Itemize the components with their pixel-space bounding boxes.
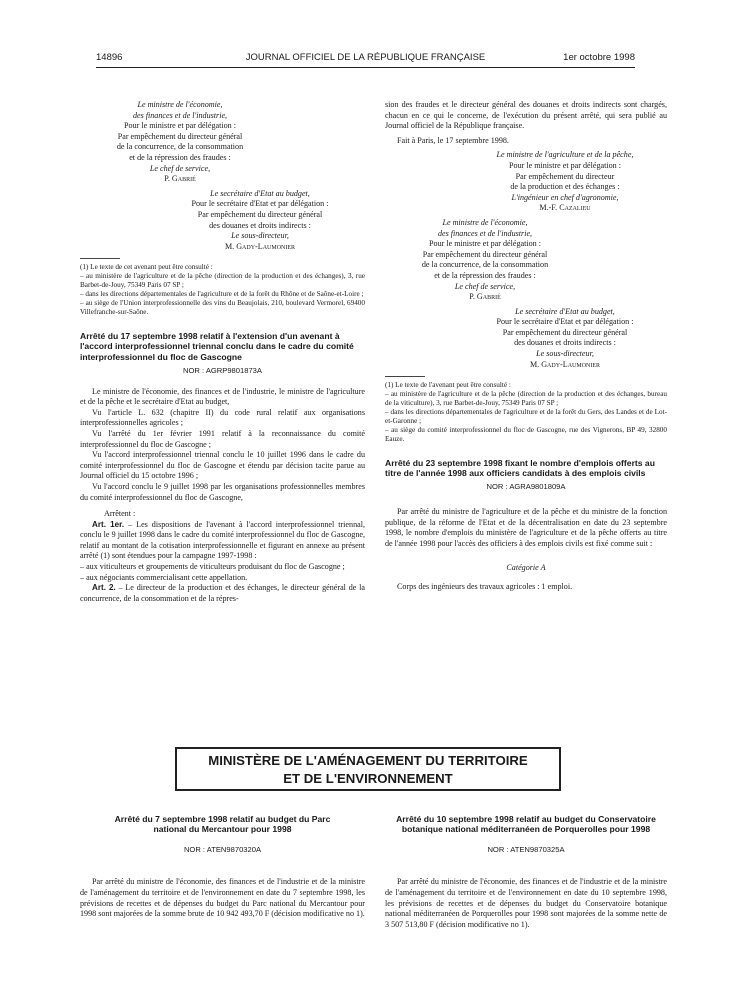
ministry-line: MINISTÈRE DE L'AMÉNAGEMENT DU TERRITOIRE	[208, 753, 528, 768]
left-column	[80, 100, 365, 604]
article-text: – Le directeur de la production et des échanges, le directeur général de la concurrence, de la consommation et de la répres-	[80, 583, 365, 603]
arrete-title: Arrêté du 10 septembre 1998 relatif au budget du Conservatoire botanique national méditerranéen de Porquerolles pour 1998	[396, 814, 656, 835]
paragraph: Vu l'arrêté du 1er février 1991 relatif à la reconnaissance du comité interprofessionnel du floc de Gascogne ;	[80, 428, 365, 449]
signature-line: de la production et des échanges :	[510, 182, 620, 192]
signature-line: Pour le secrétaire d'Etat et par délégation :	[496, 317, 634, 327]
signature-line: Pour le ministre et par délégation :	[429, 239, 541, 249]
nor-reference: NOR : AGRP9801873A	[183, 365, 262, 375]
article-item: – aux viticulteurs et groupements de viticulteurs produisant du floc de Gascogne ;	[80, 562, 345, 572]
page-header	[96, 52, 635, 66]
paragraph: Vu l'accord interprofessionnel triennal conclu le 10 juillet 1996 dans le cadre du comité interprofessionnel du floc de Gascogne et étendu par décision tacite parue au Journal officiel du 15 octobre 1996 ;	[80, 450, 365, 481]
signature-block-economie	[385, 218, 585, 303]
arrete-title: Arrêté du 7 septembre 1998 relatif au budget du Parc national du Mercantour pour 1998	[114, 814, 331, 835]
signature-line: Le ministre de l'économie,	[442, 217, 528, 227]
article-text: – Les dispositions de l'avenant à l'accord interprofessionnel triennal, conclu le 9 juillet 1998 dans le cadre du comité interprofessionnel du floc de Gascogne, relatif au montant de la cotisation interprofessionnelle et figurant en annexe au présent arrêté (1) sont étendues pour la campagne 1997-1998 :	[80, 519, 365, 561]
arretent-heading: Arrêtent :	[104, 509, 136, 519]
signature-line: Le ministre de l'économie,	[137, 100, 223, 109]
paragraph: Par arrêté du ministre de l'économie, des finances et de l'industrie et de la ministre de l'aménagement du territoire et de l'environnement en date du 10 septembre 1998, les prévisions de recettes et de dépenses du budget du Conservatoire botanique national méditerranéen de Porquerolles pour 1998 sont majorées de la somme nette de 3 507 513,80 F (décision modificative no 1).	[385, 877, 667, 929]
signature-line: et de la répression des fraudes :	[434, 270, 536, 280]
footnote-separator	[385, 376, 425, 377]
bottom-left-column	[80, 814, 365, 920]
nor-reference: NOR : AGRA9801809A	[486, 482, 566, 492]
journal-title: JOURNAL OFFICIEL DE LA RÉPUBLIQUE FRANÇAISE	[245, 52, 486, 63]
signature-line: Par empêchement du directeur général	[117, 131, 243, 141]
footnote-line: – au ministère de l'agriculture et de la pêche (direction de la production et des échanges), 3, rue Barbet-de-Jouy, 75349 Paris 07 SP ;	[80, 272, 365, 290]
paragraph: Vu l'accord conclu le 9 juillet 1998 par les organisations professionnelles membres du comité interprofessionnel du floc de Gascogne,	[80, 481, 365, 502]
fait-a-paris: Fait à Paris, le 17 septembre 1998.	[397, 135, 509, 145]
paragraph: Vu l'article L. 632 (chapitre II) du code rural relatif aux organisations interprofessionnelles agricoles ;	[80, 407, 365, 428]
signature-line: Pour le secrétaire d'Etat et par délégation :	[191, 199, 329, 209]
ministry-line: ET DE L'ENVIRONNEMENT	[283, 771, 453, 786]
signature-line: Par empêchement du directeur	[515, 171, 615, 181]
article-item: – aux négociants commercialisant cette appellation.	[80, 572, 248, 582]
signature-block-budget	[160, 189, 360, 253]
signature-line: de la concurrence, de la consommation	[116, 142, 244, 152]
signature-line: Le secrétaire d'Etat au budget,	[515, 306, 615, 316]
paragraph: Le ministre de l'économie, des finances et de l'industrie, le ministre de l'agriculture et de la pêche et le secrétaire d'Etat au budget,	[80, 386, 365, 407]
signature-block-budget	[465, 307, 665, 371]
signature-line: des douanes et droits indirects :	[514, 338, 616, 348]
signature-line: Le ministre de l'agriculture et de la pêche,	[496, 150, 634, 160]
signature-line: Par empêchement du directeur général	[422, 249, 548, 259]
footnote-line: – dans les directions départementales de l'agriculture et de la forêt du Rhône et de Saône-et-Loire ;	[80, 290, 364, 299]
signatory-name: P. Gabrié	[164, 174, 196, 184]
footnote	[385, 381, 667, 443]
signature-line: et de la répression des fraudes :	[129, 152, 231, 162]
arrete-title: Arrêté du 23 septembre 1998 fixant le nombre d'emplois offerts au titre de l'année 1998 aux officiers candidats à des emplois civils	[385, 457, 655, 478]
category-heading: Catégorie A	[506, 563, 546, 573]
article-1	[80, 520, 365, 562]
signatory-name: M.-F. Cazalieu	[539, 203, 591, 213]
signature-line: Le chef de service,	[149, 163, 211, 173]
footnote-line: – dans les directions départementales de l'agriculture et de la forêt du Gers, des Landes et de Lot-et-Garonne ;	[385, 407, 667, 425]
signature-line: Pour le ministre et par délégation :	[509, 160, 621, 170]
signature-line: Le secrétaire d'Etat au budget,	[210, 188, 310, 198]
header-rule	[96, 67, 635, 68]
signature-line: Le sous-directeur,	[536, 349, 594, 359]
footnote-line: (1) Le texte de l'avenant peut être consulté :	[385, 381, 511, 390]
bottom-right-column	[385, 814, 667, 930]
signature-block-economie	[80, 100, 280, 185]
paragraph: Par arrêté du ministre de l'économie, des finances et de l'industrie et de la ministre de l'aménagement du territoire et de l'environnement en date du 7 septembre 1998, les prévisions de recettes et de dépenses du budget du Parc national du Mercantour pour 1998 sont majorées de la somme brute de 10 942 493,70 F (décision modificative no 1).	[80, 877, 365, 919]
footnote	[80, 263, 365, 316]
signature-line: L'ingénieur en chef d'agronomie,	[511, 192, 619, 202]
arrete-title: Arrêté du 17 septembre 1998 relatif à l'extension d'un avenant à l'accord interprofessionnel triennal conclu dans le cadre du comité interprofessionnel du floc de Gascogne	[80, 330, 354, 362]
page-number: 14896	[96, 52, 123, 63]
signature-block-agriculture	[465, 150, 665, 214]
issue-date: 1er octobre 1998	[563, 52, 635, 63]
footnote-line: – au siège du comité interprofessionnel du floc de Gascogne, rue des Vignerons, BP 49, 32800 Eauze.	[385, 425, 667, 443]
signature-line: Le sous-directeur,	[231, 231, 289, 241]
signature-line: des finances et de l'industrie,	[437, 228, 533, 238]
corps-line: Corps des ingénieurs des travaux agricoles : 1 emploi.	[397, 581, 573, 591]
signature-line: Le chef de service,	[454, 281, 516, 291]
article-2	[80, 583, 365, 604]
signatory-name: M. Gady-Laumonier	[224, 241, 296, 251]
paragraph: Par arrêté du ministre de l'agriculture et de la pêche et du ministre de la fonction publique, de la réforme de l'Etat et de la décentralisation en date du 23 septembre 1998, le nombre d'emplois du ministère de l'agriculture et de la pêche offerts au titre de l'année 1998 pour l'accès des officiers à des emplois civils est fixé comme suit :	[385, 507, 667, 548]
signature-line: Pour le ministre et par délégation :	[124, 121, 236, 131]
signatory-name: M. Gady-Laumonier	[529, 359, 601, 369]
signature-line: de la concurrence, de la consommation	[421, 260, 549, 270]
signature-line: des douanes et droits indirects :	[209, 220, 311, 230]
article-label: Art. 2.	[92, 583, 116, 593]
nor-reference: NOR : ATEN9870325A	[487, 844, 565, 854]
nor-reference: NOR : ATEN9870320A	[183, 844, 262, 854]
signature-line: Par empêchement du directeur général	[197, 209, 323, 219]
article-label: Art. 1er.	[92, 519, 125, 529]
footnote-line: – au ministère de l'agriculture et de la pêche (direction de la production et des échanges, bureau de la viticulture), 3, rue Barbet-de-Jouy, 75349 Paris 07 SP ;	[385, 390, 667, 408]
right-column	[385, 100, 667, 593]
footnote-line: (1) Le texte de cet avenant peut être consulté :	[80, 263, 213, 272]
footnote-separator	[80, 258, 120, 259]
signature-line: des finances et de l'industrie,	[132, 110, 228, 120]
signature-line: Par empêchement du directeur général	[502, 327, 628, 337]
signatory-name: P. Gabrié	[469, 292, 501, 302]
footnote-line: – au siège de l'Union interprofessionnelle des vins du Beaujolais, 210, boulevard Vermorel, 69400 Villefranche-sur-Saône.	[80, 298, 365, 316]
ministry-heading-box	[175, 747, 561, 791]
paragraph-continued: sion des fraudes et le directeur général des douanes et droits indirects sont chargés, chacun en ce qui le concerne, de l'exécution du présent arrêté, qui sera publié au Journal officiel de la République française.	[385, 100, 667, 131]
